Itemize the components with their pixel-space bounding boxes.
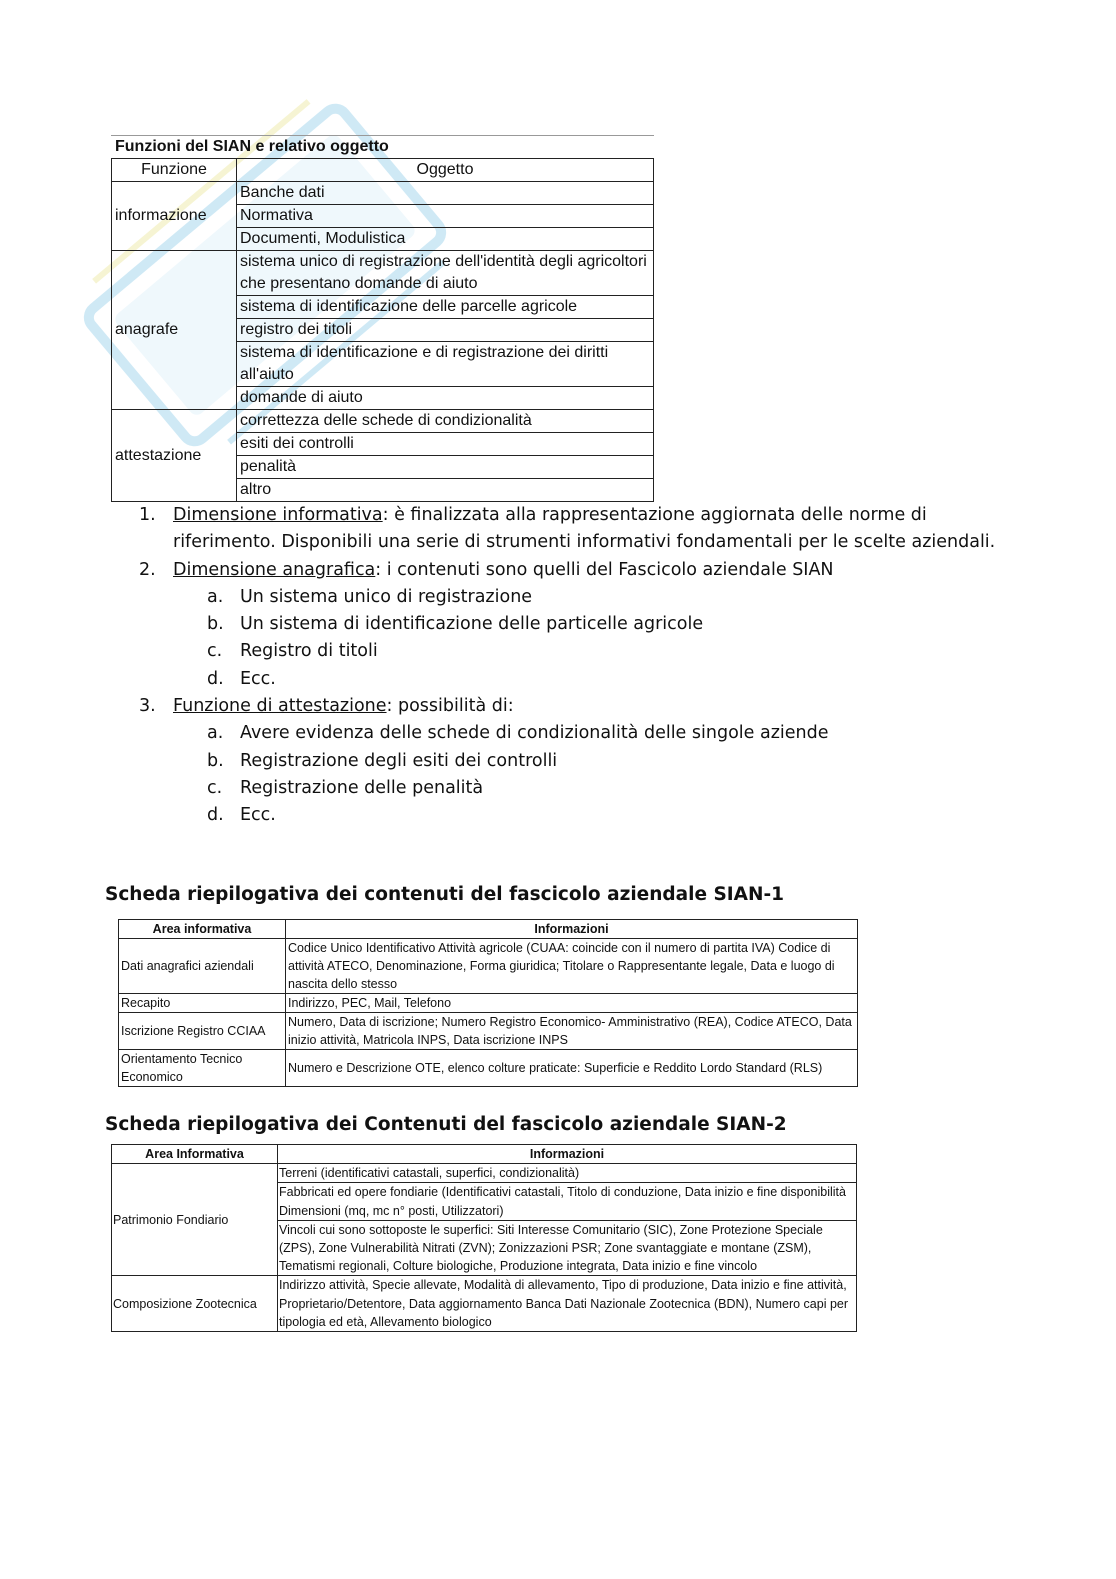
sublist-text: Ecc. [240, 805, 276, 826]
list-number: 3. [139, 696, 156, 717]
sublist-letter: b. [207, 750, 224, 771]
sublist-item [135, 802, 1015, 829]
oggetto-cell: altro [237, 479, 654, 502]
oggetto-cell: sistema di identificazione delle parcelle agricole [237, 296, 654, 319]
sublist-text: Un sistema di identificazione delle particelle agricole [240, 614, 704, 635]
area-cell: Recapito [119, 994, 286, 1013]
list-number: 1. [139, 505, 156, 525]
oggetto-cell: Documenti, Modulistica [237, 228, 654, 251]
col-header-area: Area informativa [119, 920, 286, 939]
oggetto-cell: penalità [237, 456, 654, 479]
oggetto-cell: domande di aiuto [237, 387, 654, 410]
sublist-text: Registrazione degli esiti dei controlli [240, 750, 558, 771]
section-heading-sian-2: Scheda riepilogativa dei Contenuti del fascicolo aziendale SIAN-2 [105, 1114, 787, 1135]
list-term: Funzione di attestazione [173, 696, 387, 717]
sublist-letter: c. [207, 641, 223, 662]
area-cell: Composizione Zootecnica [112, 1276, 278, 1332]
sublist-item [135, 584, 1015, 611]
sublist-item [135, 720, 1015, 747]
col-header-informazioni: Informazioni [286, 920, 858, 939]
oggetto-cell: esiti dei controlli [237, 433, 654, 456]
funzione-cell: attestazione [112, 410, 237, 502]
info-cell: Vincoli cui sono sottoposte le superfici: Siti Interesse Comunitario (SIC), Zone Protezione Speciale (ZPS), Zone Vulnerabilità Nitrati (ZVN); Zonizzazioni PSR; Zone svantaggiate e montane (ZSM), Tematismi regionali, Colture biologiche, Produzione integrata, Data inizio e fine vincolo [278, 1220, 857, 1276]
info-cell: Numero e Descrizione OTE, elenco colture praticate: Superficie e Reddito Lordo Standard (RLS) [286, 1050, 858, 1087]
table-row [119, 994, 858, 1013]
oggetto-cell: correttezza delle schede di condizionalità [237, 410, 654, 433]
list-item [135, 557, 1015, 584]
list-term: Dimensione anagrafica [173, 559, 376, 580]
sublist-letter: d. [207, 805, 224, 826]
info-cell: Indirizzo, PEC, Mail, Telefono [286, 994, 858, 1013]
sublist-text: Avere evidenza delle schede di condizionalità delle singole aziende [240, 723, 829, 744]
funzione-cell: informazione [112, 182, 237, 251]
table-row [119, 939, 858, 994]
funzione-cell: anagrafe [112, 251, 237, 410]
list-text: : i contenuti sono quelli del Fascicolo aziendale SIAN [375, 559, 834, 580]
list-number: 2. [139, 559, 156, 580]
oggetto-cell: registro dei titoli [237, 319, 654, 342]
sublist-letter: a. [207, 586, 224, 607]
sublist-item [135, 748, 1015, 775]
list-text: : possibilità di: [386, 696, 514, 717]
table-title: Funzioni del SIAN e relativo oggetto [111, 135, 654, 158]
info-cell: Fabbricati ed opere fondiarie (Identificativi catastali, Titolo di conduzione, Data inizio e fine disponibilità Dimensioni (mq, mc n° posti, Utilizzatori) [278, 1183, 857, 1220]
sublist-text: Un sistema unico di registrazione [240, 586, 533, 607]
table-row [119, 1050, 858, 1087]
col-header-area: Area Informativa [112, 1145, 278, 1164]
area-cell: Orientamento Tecnico Economico [119, 1050, 286, 1087]
table-row [112, 1276, 857, 1332]
info-cell: Terreni (identificativi catastali, superfici, condizionalità) [278, 1164, 857, 1183]
section-heading-sian-1: Scheda riepilogativa dei contenuti del fascicolo aziendale SIAN-1 [105, 884, 785, 905]
sublist-letter: b. [207, 614, 224, 635]
sian-1-summary-table [118, 919, 858, 1087]
list-text: : è finalizzata alla rappresentazione aggiornata delle norme di riferimento. Disponibili una serie di strumenti informativi fondamentali per le scelte aziendali. [173, 505, 996, 553]
oggetto-cell: sistema unico di registrazione dell'identità degli agricoltori che presentano domande di aiuto [237, 251, 654, 296]
sian-2-summary-table [111, 1144, 857, 1332]
sublist-text: Registro di titoli [240, 641, 378, 662]
list-term: Dimensione informativa [173, 505, 383, 525]
area-cell: Patrimonio Fondiario [112, 1164, 278, 1276]
col-header-funzione: Funzione [112, 159, 237, 182]
col-header-informazioni: Informazioni [278, 1145, 857, 1164]
sublist-item [135, 666, 1015, 693]
sublist-item [135, 775, 1015, 802]
list-item [135, 693, 1015, 720]
functions-list [135, 502, 1015, 830]
info-cell: Indirizzo attività, Specie allevate, Modalità di allevamento, Tipo di produzione, Data inizio e fine attività, Proprietario/Detentore, Data aggiornamento Banca Dati Nazionale Zootecnica (BDN), Numero capi per tipologia ed età, Allevamento biologico [278, 1276, 857, 1332]
sian-functions-table [111, 135, 654, 502]
area-cell: Dati anagrafici aziendali [119, 939, 286, 994]
sublist-letter: d. [207, 668, 224, 689]
sublist-text: Ecc. [240, 668, 276, 689]
sublist-letter: c. [207, 777, 223, 798]
oggetto-cell: Banche dati [237, 182, 654, 205]
area-cell: Iscrizione Registro CCIAA [119, 1013, 286, 1050]
oggetto-cell: sistema di identificazione e di registrazione dei diritti all'aiuto [237, 342, 654, 387]
sublist-item [135, 638, 1015, 665]
table-row [112, 1164, 857, 1183]
sublist-text: Registrazione delle penalità [240, 777, 484, 798]
col-header-oggetto: Oggetto [237, 159, 654, 182]
table-row [119, 1013, 858, 1050]
sublist-letter: a. [207, 723, 224, 744]
list-item [135, 502, 1015, 557]
sublist-item [135, 611, 1015, 638]
info-cell: Numero, Data di iscrizione; Numero Registro Economico- Amministrativo (REA), Codice ATECO, Data inizio attività, Matricola INPS, Data iscrizione INPS [286, 1013, 858, 1050]
oggetto-cell: Normativa [237, 205, 654, 228]
info-cell: Codice Unico Identificativo Attività agricole (CUAA: coincide con il numero di partita IVA) Codice di attività ATECO, Denominazione, Forma giuridica; Titolare o Rappresentante legale, Data e luogo di nascita dello stesso [286, 939, 858, 994]
